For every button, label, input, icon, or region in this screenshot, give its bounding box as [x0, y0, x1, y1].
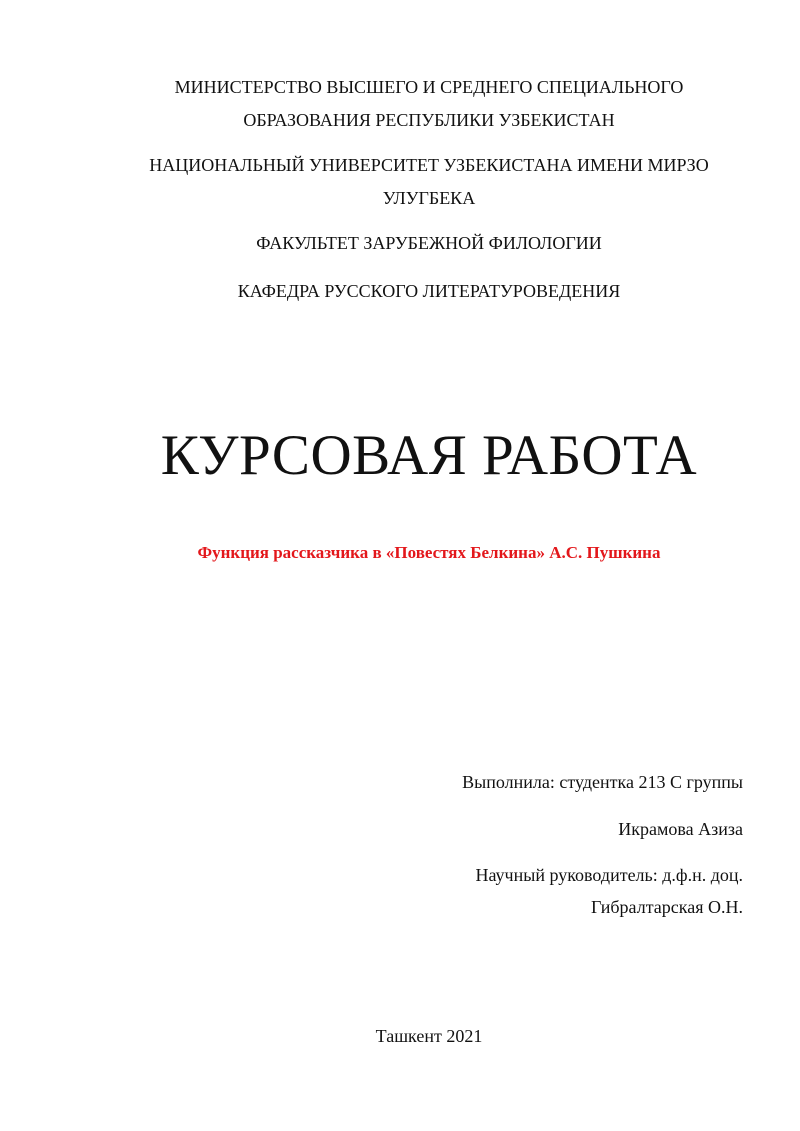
faculty-line: ФАКУЛЬТЕТ ЗАРУБЕЖНОЙ ФИЛОЛОГИИ [256, 233, 602, 253]
ministry-line-2: ОБРАЗОВАНИЯ РЕСПУБЛИКИ УЗБЕКИСТАН [243, 110, 615, 130]
supervisor-name: Гибралтарская О.Н. [591, 897, 743, 917]
city-year-footer: Ташкент 2021 [375, 1026, 483, 1046]
ministry-line-1: МИНИСТЕРСТВО ВЫСШЕГО И СРЕДНЕГО СПЕЦИАЛЬНОГО [174, 77, 684, 97]
performed-by-line: Выполнила: студентка 213 С группы [462, 772, 743, 792]
student-name: Икрамова Азиза [618, 819, 743, 839]
university-line-1: НАЦИОНАЛЬНЫЙ УНИВЕРСИТЕТ УЗБЕКИСТАНА ИМЕНИ МИРЗО [149, 155, 709, 175]
department-line: КАФЕДРА РУССКОГО ЛИТЕРАТУРОВЕДЕНИЯ [237, 281, 621, 301]
supervisor-label: Научный руководитель: д.ф.н. доц. [475, 865, 743, 885]
university-line-2: УЛУГБЕКА [382, 188, 476, 208]
document-title: КУРСОВАЯ РАБОТА [160, 424, 698, 487]
document-subtitle: Функция рассказчика в «Повестях Белкина» А.С. Пушкина [197, 543, 661, 562]
